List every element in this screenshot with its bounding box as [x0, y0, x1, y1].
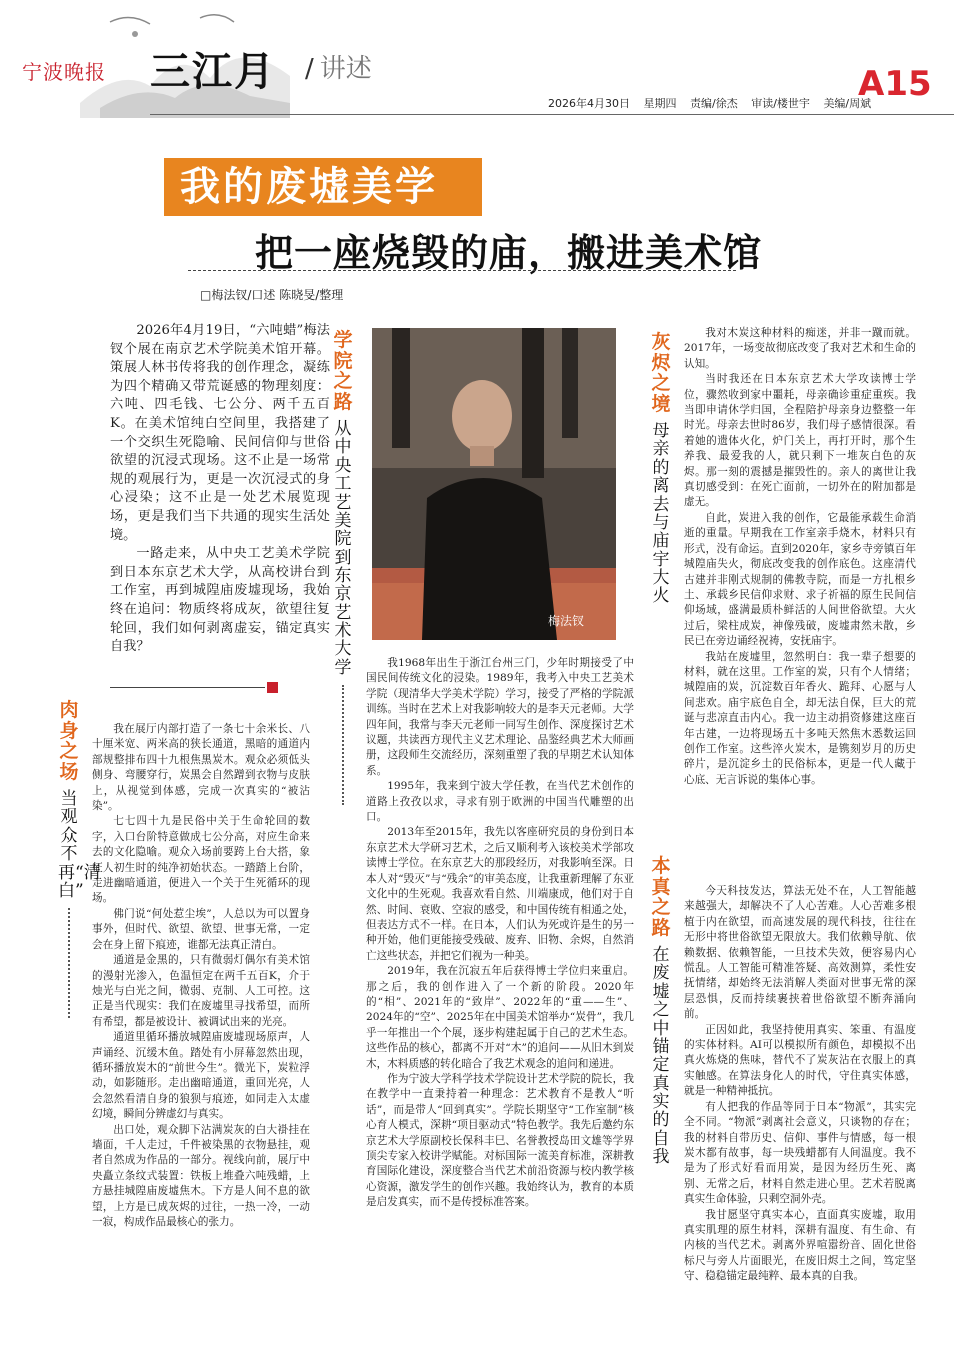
paragraph: 作为宁波大学科学技术学院设计艺术学院的院长，我在教学中一直秉持着一种理念：艺术教育不是教人“听话”，而是带人“回到真实”。学院长期坚守“工作室制”核心育人模式，深耕“项目驱动式”特色教学。我先后邀约东京艺术大学原副校长保科丰巳、名誉教授岛田文雄等学界顶尖专家入校讲学赋能。对标国际一流美育标准，深耕教育国际化建设，深度整合当代艺术前沿资源与校内教学核心资源，激发学生的创作兴趣。我始终认为，教育的本质是启发真实，而不是传授标准答案。 — [366, 1072, 634, 1209]
paragraph: 通道是金黑的，只有微弱灯偶尔有美术馆的漫射光渗入，色温恒定在两千五百K，介于烛光与白光之间，微弱、克制、人工可控。这正是当代现实：我们在废墟里寻找希望，而所有希望，都是被设计、被调试出来的光亮。 — [92, 954, 310, 1028]
section-dotted-line — [68, 908, 70, 1018]
paragraph: 2013年至2015年，我先以客座研究员的身份到日本东京艺术大学研习艺术，之后又顺利考入该校美术学部攻读博士学位。在东京艺大的那段经历，对我影响至深。日本人对“毁灭”与“残余”的审美态度，让我重新理解了东亚文化中的生死观。我喜欢看自然、川端康成，他们对于自然、时间、衰败、空寂的感受，和中国传统有相通之处，但表达方式不一样。在日本，人们认为死或许是生的另一种开始，他们更能接受残破、废弃、旧物、余烬，自然消亡这些状态，并把它们视为一种美。 — [366, 826, 634, 962]
designer-credit: 美编/周斌 — [823, 97, 872, 110]
paragraph: 有人把我的作品等同于日本“物派”，其实完全不同。“物派”剥离社会意义，只谈物的存在；我的材料自带历史、信仰、事件与情感，每一根炭木都有故事，每一块残蜡都有人间温度。我不是为了形式好看而用炭，是因为经历生死、离别、无常之后，材料自然走进心里。艺术若脱离真实生命体验，只剩空洞外壳。 — [684, 1100, 916, 1206]
paragraph: 自此，炭进入我的创作，它最能承载生命消逝的重量。早期我在工作室亲手烧木，材料只有形式，没有命运。直到2020年，家乡寺旁镇百年城隍庙失火，彻底改变我的创作底色。这座清代古建并非刚式规制的佛教寺院，而是一方扎根乡土、承载乡民信仰求财、求子祈福的原生民间信仰场域，盛满最质朴鲜活的人间世俗欲望。大火过后，梁柱成炭，神像残破，废墟肃然未散，乡民已在旁边诵经祝祷，安抚庙宇。 — [684, 511, 916, 648]
body-section-text — [92, 722, 310, 1230]
paragraph: 我在展厅内部打造了一条七十余米长、八十厘米宽、两米高的狭长通道，黑暗的通道内部规整排布四十九根焦黑炭木。观众必须低头侧身、弯腰穿行，炭黑会自然蹭到衣物与皮肤上，从视觉到体感，完成一次真实的“被沾染”。 — [92, 723, 310, 813]
section-heading-body: 当观众不再“清白” — [58, 789, 101, 901]
section-name: 讲述 — [319, 54, 372, 84]
paragraph: 2019年，我在沉寂五年后获得博士学位归来重启。那之后，我的创作进入了一个新的阶段。2020年的“相”、2021年的“致岸”、2022年的“重——生”、2024年的“空”、2025年在中国美术馆举办“炭骨”，我几乎一年推出一个个展，逐步构建起属于自己的艺术生态。这些作品的核心，都离不开对“木”的追问——从旧木到炭木，木料质感的转化暗合了我艺术观念的追问和递进。 — [366, 965, 634, 1070]
title-rule — [188, 270, 736, 271]
paragraph: 我站在废墟里，忽然明白：我一辈子想要的材料，就在这里。工作室的炭，只有个人情绪；城隍庙的炭，沉淀数百年香火、跪拜、心愿与人间悲欢。庙宇底色自全，却无法自保，巨大的荒诞与悲凉直击内心。我一边主动捐资修建这座百年古建，一边将现场五十多吨天然焦木悉数运回创作工作室。这些淬火炭木，是镌刻岁月的历史碎片，是沉淀乡土的民俗标本，更是一代人藏于心底、无言诉说的集体心事。 — [684, 650, 916, 786]
lede-paragraph: 一路走来，从中央工艺美术学院到日本东京艺术大学，从高校讲台到工作室，再到城隍庙废墟现场，我始终在追问：物质终将成灰，欲望往复轮回，我们如何剥离虚妄，锚定真实自我？ — [110, 546, 330, 655]
paragraph: 1995年，我来到宁波大学任教，在当代艺术创作的道路上孜孜以求，寻求有别于欧洲的中国当代雕塑的出口。 — [366, 780, 634, 824]
portrait-image — [372, 328, 616, 640]
academy-section-text — [366, 656, 634, 1211]
section-label-truth: 本真之路 — [651, 855, 671, 939]
section-heading-academy: 从中央工艺美院到东京艺术大学 — [334, 419, 352, 678]
article-title: 我的废墟美学 — [180, 163, 438, 210]
proofreader-credit: 审读/楼世宇 — [751, 97, 810, 110]
section-heading-ruins: 母亲的离去与庙宇大火 — [652, 421, 670, 607]
ruins-section-text — [684, 326, 916, 788]
truth-section-text — [684, 884, 916, 1285]
section-dotted-line — [342, 685, 344, 805]
paragraph: 通道里循环播放城隍庙废墟现场原声，人声诵经、沉缓木鱼。踏处有小屏幕忽然出现，循环播放炭木的“前世今生”。微光下，炭粒浮动，如影随形。走出幽暗通道，重回光亮，人会忽然看清自身的狼狈与痕迹，如同走入太虚幻境，瞬间分辨虚幻与真实。 — [92, 1031, 310, 1121]
lede-paragraph: 2026年4月19日，“六吨蜡”梅法钗个展在南京艺术学院美术馆开幕。策展人林书传将我的创作理念，凝练为四个精确又带荒诞感的物理刻度：六吨、四毛钱、七公分、两千五百K。在美术馆纯白空间里，我搭建了一个交织生死隐喻、民间信仰与世俗欲望的沉浸式现场。这不止是一场常规的观展行为，更是一次沉浸式的身心浸染；这不止是一处艺术展览现场，更是我们当下共通的现实生活处境。 — [110, 323, 330, 543]
paragraph: 今天科技发达，算法无处不在，人工智能越来越强大，却解决不了人心苦难。人心苦难多根植于内在欲望，而高速发展的现代科技，往往在无形中将世俗欲望无限放大。我们依赖导航、依赖数据、依赖智能，一旦技术失效，便容易内心慌乱。人工智能可精准答疑、高效测算，柔性安抚情绪，却始终无法消解人类面对世事无常的深层恐惧，反而持续裹挟着世俗欲望不断奔涌向前。 — [684, 885, 916, 1021]
photo-caption: 梅法钗 — [548, 614, 585, 628]
paragraph: 佛门说“何处惹尘埃”，人总以为可以置身事外，但时代、欲望、欲望、世事无常，一定会在身上留下痕迹，谁都无法真正清白。 — [92, 907, 310, 951]
editor-credit: 责编/徐杰 — [690, 97, 738, 110]
section-label-academy: 学院之路 — [333, 329, 353, 413]
paragraph: 我对木炭这种材料的痴迷，并非一蹴而就。2017年，一场变故彻底改变了我对艺术和生命的认知。 — [684, 327, 916, 370]
section-header-ruins — [650, 332, 672, 606]
paragraph: 正因如此，我坚持使用真实、笨重、有温度的实体材料。AI可以模拟所有颜色，却模拟不出真火炼烧的焦味，替代不了炭灰沾在衣服上的真实触感。在算法身化人的时代，守住真实体感，就是一种精神抵抗。 — [684, 1023, 916, 1098]
paragraph: 当时我还在日本东京艺术大学攻读博士学位，骤然收到家中噩耗，母亲确诊重症重疾。我当即申请休学归国，全程陪护母亲身边整整一年时光。母亲去世时86岁，我们母子感情很深。看着她的遗体火化，炉门关上，再打开时，那个生养我、最爱我的人，就只剩下一堆灰白色的灰烬。那一刻的震撼是摧毁性的。亲人的离世让我真切感受到：在死亡面前，一切外在的附加都是虚无。 — [684, 373, 916, 509]
column-title: 三江月 — [150, 48, 276, 95]
section-label-ruins: 灰烬之境 — [651, 331, 671, 415]
portrait-photo — [372, 328, 616, 640]
section-heading-truth: 在废墟之中锚定真实的自我 — [652, 945, 670, 1168]
issue-weekday: 星期四 — [643, 97, 677, 110]
lede-rule — [110, 687, 265, 688]
section-label: / 讲述 — [305, 54, 372, 84]
byline: □梅法钗/口述 陈晓旻/整理 — [200, 288, 344, 302]
section-header-body — [58, 699, 101, 1018]
newspaper-logo: 宁波晚报 — [22, 60, 106, 84]
header-rule — [150, 114, 954, 115]
article-subtitle: 把一座烧毁的庙，搬进美术馆 — [255, 230, 763, 275]
page-info-line — [548, 95, 881, 111]
section-header-academy — [332, 330, 354, 805]
lede — [110, 322, 330, 657]
section-header-truth — [650, 856, 672, 1166]
red-square-marker — [267, 682, 278, 693]
paragraph: 我甘愿坚守真实本心，直面真实废墟，取用真实肌理的原生材料，深耕有温度、有生命、有内核的当代艺术。剥离外界喧嚣纷音、固化世俗标尺与旁人片面眼光，在废旧烬土之间，笃定坚守、稳稳锚定最纯粹、最本真的自我。 — [684, 1208, 916, 1283]
issue-date: 2026年4月30日 — [548, 97, 630, 110]
paragraph: 七七四十九是民俗中关于生命轮回的数字，入口台阶特意做成七公分高，对应生命来去的文化隐喻。观众入场前要跨上台大搭，象征人初生时的纯净初始状态。一踏踏上台阶，走进幽暗通道，便进入一个关于生死循环的现场。 — [92, 815, 310, 905]
paragraph: 出口处，观众脚下沾满炭灰的白大褂挂在墙面，千人走过，千件被染黑的衣物悬挂，观者自然成为作品的一部分。视线向前，展厅中央矗立条纹式装置：铁板上堆叠六吨残蜡，上方悬挂城隍庙废墟焦木。下方是人间不息的欲望，上方是已成灰烬的过往，一热一冷，一动一寂，构成作品最核心的张力。 — [92, 1123, 310, 1228]
paragraph: 我1968年出生于浙江台州三门，少年时期接受了中国民间传统文化的浸染。1989年，我考入中央工艺美术学院（现清华大学美术学院）学习，接受了严格的学院派训练。当时在艺术上对我影响较大的是李天元老师。大学四年间，我常与李天元老师一同写生创作、深度探讨艺术议题，共读西方现代主义艺术理论、品鉴经典艺术大师画册，这段师生交流经历，深刻重塑了我的早期艺术认知体系。 — [366, 657, 634, 777]
section-label-body: 肉身之场 — [59, 699, 79, 783]
page-number: A15 — [858, 64, 932, 104]
